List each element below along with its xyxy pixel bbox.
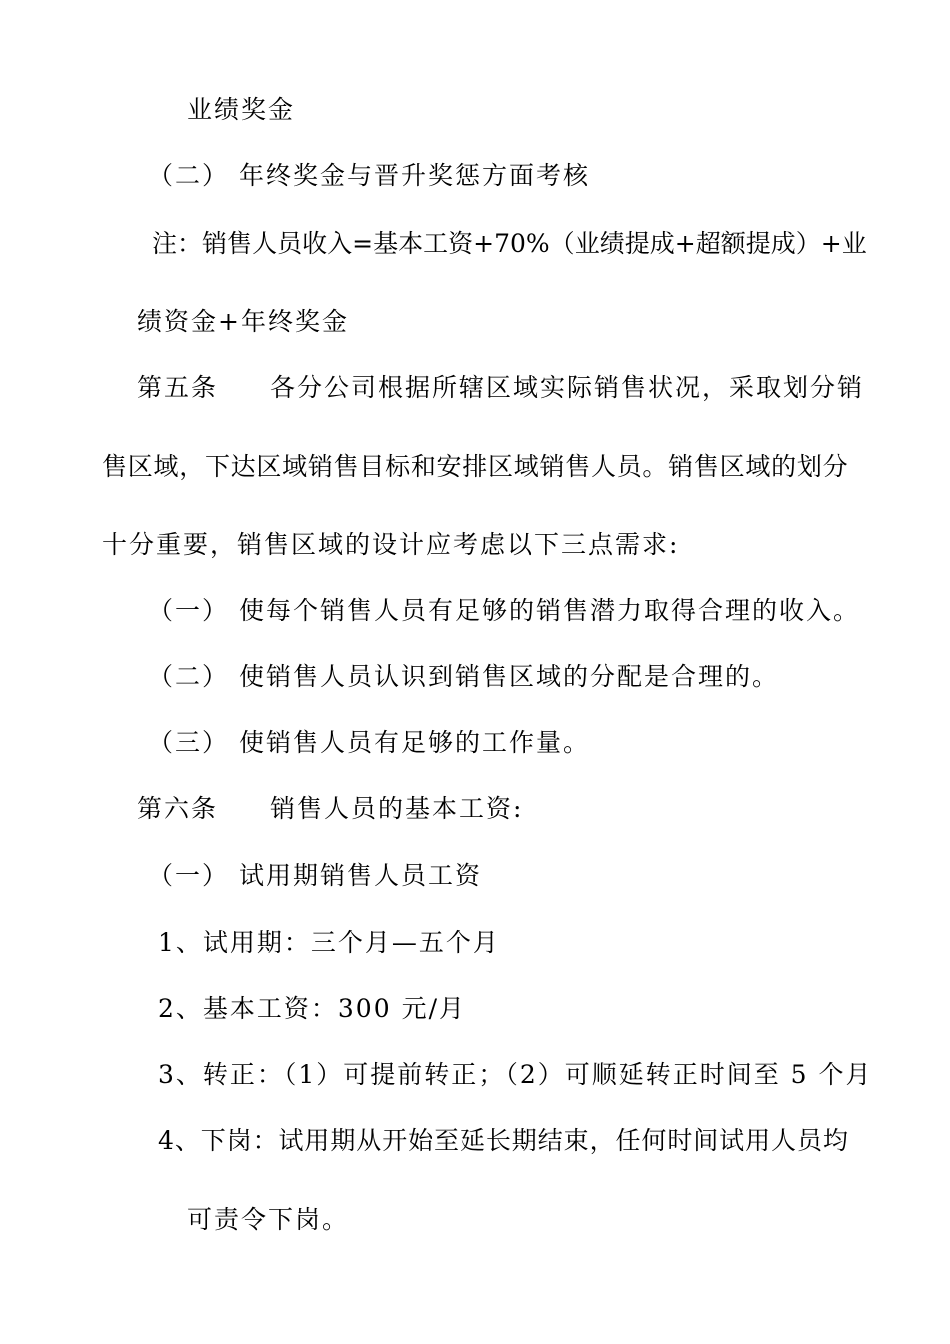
numbered-item: 2、基本工资：300 元/月 bbox=[158, 994, 466, 1023]
section-heading: （二） 年终奖金与晋升奖惩方面考核 bbox=[148, 161, 590, 190]
paragraph-line: 十分重要，销售区域的设计应考虑以下三点需求: bbox=[102, 530, 680, 559]
article-text: 销售人员的基本工资: bbox=[270, 794, 524, 823]
numbered-item: 4 、 下 岗 ： 试 用 期 从 开 始 至 延 长 期 结 束 ， 任 何 时 间 试 用 人 员 均 bbox=[158, 1126, 848, 1155]
numbered-item-continued: 可责令下岗。 bbox=[187, 1205, 350, 1234]
article-number: 第五条 bbox=[137, 373, 219, 402]
numbered-item: 1、试用期：三个月—五个月 bbox=[158, 928, 500, 957]
text-line: 业绩奖金 bbox=[187, 95, 296, 124]
note-line-continued: 绩资金+年终奖金 bbox=[137, 307, 349, 336]
note-line: 注 ： 销 售 人 员 收 入 = 基 本 工 资 + 7 0 % （ 业 绩 提 成 + 超 额 提 成 ） + 业 bbox=[152, 229, 867, 258]
article-five bbox=[137, 372, 865, 404]
article-text: 各分公司根据所辖区域实际销售状况，采取划分销 bbox=[270, 373, 865, 402]
numbered-item: 3、转正：（1）可提前转正；（2）可顺延转正时间至 5 个月 bbox=[158, 1060, 873, 1089]
paragraph-line: 售 区 域 ， 下 达 区 域 销 售 目 标 和 安 排 区 域 销 售 人 员 。 销 售 区 域 的 划 分 bbox=[102, 452, 848, 481]
article-six bbox=[137, 793, 523, 825]
list-item: （二） 使销售人员认识到销售区域的分配是合理的。 bbox=[148, 662, 779, 691]
article-number: 第六条 bbox=[137, 794, 219, 823]
list-item: （三） 使销售人员有足够的工作量。 bbox=[148, 728, 590, 757]
list-item: （一） 使每个销售人员有足够的销售潜力取得合理的收入。 bbox=[148, 596, 860, 625]
sub-heading: （一） 试用期销售人员工资 bbox=[148, 861, 482, 890]
